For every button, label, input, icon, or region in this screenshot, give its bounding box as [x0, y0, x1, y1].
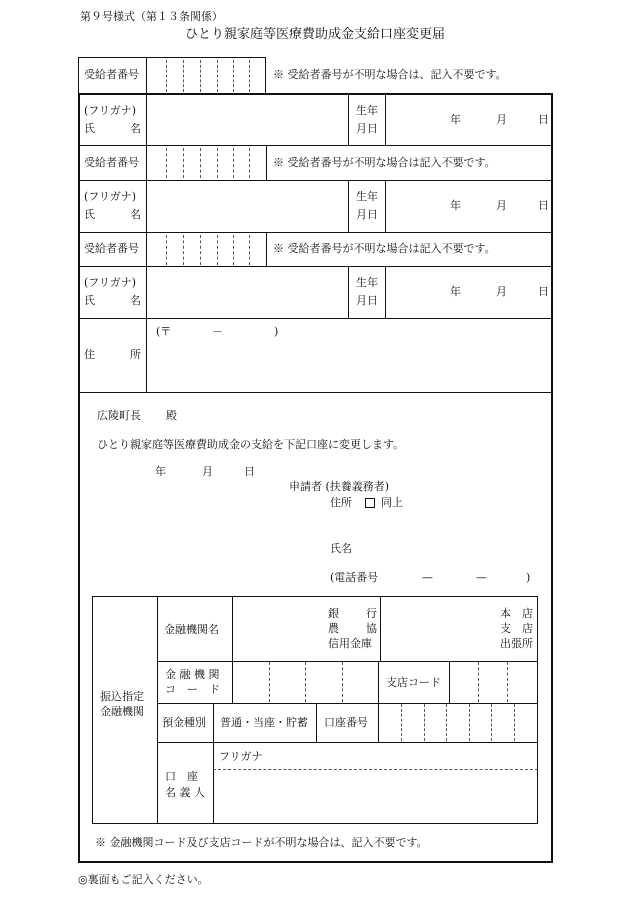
day-label: 日	[538, 199, 549, 212]
same-as-above-checkbox[interactable]	[365, 498, 375, 508]
address-input[interactable]	[148, 320, 551, 390]
honorific: 殿	[166, 409, 177, 422]
date-day-label: 日	[244, 465, 255, 478]
name-input[interactable]	[148, 95, 346, 143]
name-input[interactable]	[148, 182, 346, 230]
day-label: 日	[538, 113, 549, 126]
applicant-address-label: 住所	[330, 496, 352, 509]
form-number: 第９号様式（第１３条関係）	[80, 10, 223, 23]
birthdate-input[interactable]	[387, 182, 551, 230]
furigana-label: (フリガナ)	[84, 276, 137, 289]
institution-name-label: 金融機関名	[164, 623, 219, 636]
date-year-label: 年	[155, 465, 166, 478]
branch-sub: 支	[500, 622, 511, 635]
applicant-name-label: 氏名	[330, 542, 352, 555]
birthdate-input[interactable]	[387, 268, 551, 316]
year-label: 年	[450, 113, 461, 126]
branch-office: 出張所	[500, 637, 533, 650]
deposit-type-label: 預金種別	[162, 716, 206, 729]
address-label: 住 所	[84, 348, 141, 361]
addressee: 広陵町長	[97, 409, 141, 422]
deposit-type-options[interactable]: 普通・当座・貯蓄	[220, 716, 308, 729]
recipient-note: ※ 受給者番号が不明な場合は記入不要です。	[273, 156, 496, 169]
month-label: 月	[496, 285, 507, 298]
month-label: 月	[496, 113, 507, 126]
birthdate-input[interactable]	[387, 95, 551, 143]
account-number-input[interactable]	[380, 705, 536, 741]
account-holder-label: 口 座	[165, 770, 198, 783]
account-number-label: 口座番号	[324, 716, 368, 729]
footer-note: ※ 金融機関コード及び支店コードが不明な場合は、記入不要です。	[95, 836, 428, 849]
recipient-note: ※ 受給者番号が不明な場合は記入不要です。	[273, 242, 496, 255]
declaration-statement: ひとり親家庭等医療費助成金の支給を下記口座に変更します。	[97, 438, 405, 451]
type-credit-union: 信用金庫	[328, 637, 372, 650]
name-label: 氏 名	[84, 208, 141, 221]
recipient-note: ※ 受給者番号が不明な場合は、記入不要です。	[273, 68, 507, 81]
type-bank: 銀	[328, 607, 339, 620]
account-holder-input[interactable]	[215, 771, 536, 822]
birth-label: 生年	[356, 190, 378, 203]
recipient-label: 受給者番号	[84, 68, 139, 81]
phone-label: (電話番号	[330, 571, 379, 584]
same-as-above-label: 同上	[381, 496, 403, 509]
holder-furigana-input[interactable]	[215, 744, 536, 768]
bank-section-label: 振込指定	[100, 690, 144, 703]
recipient-label: 受給者番号	[84, 242, 139, 255]
day-label: 日	[538, 285, 549, 298]
name-input[interactable]	[148, 268, 346, 316]
postal-code-label: (〒	[156, 325, 172, 338]
applicant-label: 申請者 (扶養義務者)	[289, 480, 390, 493]
name-label: 氏 名	[84, 294, 141, 307]
branch-main: 本	[500, 607, 511, 620]
branch-code-input[interactable]	[451, 663, 536, 702]
institution-code-label: 金 融 機 関	[165, 668, 220, 681]
type-agri-coop: 農	[328, 622, 339, 635]
furigana-label: (フリガナ)	[84, 190, 137, 203]
recipient-label: 受給者番号	[84, 156, 139, 169]
page-title: ひとり親家庭等医療費助成金支給口座変更届	[184, 27, 445, 42]
furigana-label: (フリガナ)	[84, 104, 137, 117]
month-label: 月	[496, 199, 507, 212]
branch-code-label: 支店コード	[386, 676, 441, 689]
name-label: 氏 名	[84, 122, 141, 135]
holder-furigana-label: フリガナ	[219, 750, 263, 763]
date-month-label: 月	[202, 465, 213, 478]
birth-label: 生年	[356, 276, 378, 289]
back-page-note: ◎裏面もご記入ください。	[78, 873, 209, 886]
birth-label: 生年	[356, 104, 378, 117]
institution-code-input[interactable]	[234, 663, 377, 702]
year-label: 年	[450, 285, 461, 298]
year-label: 年	[450, 199, 461, 212]
